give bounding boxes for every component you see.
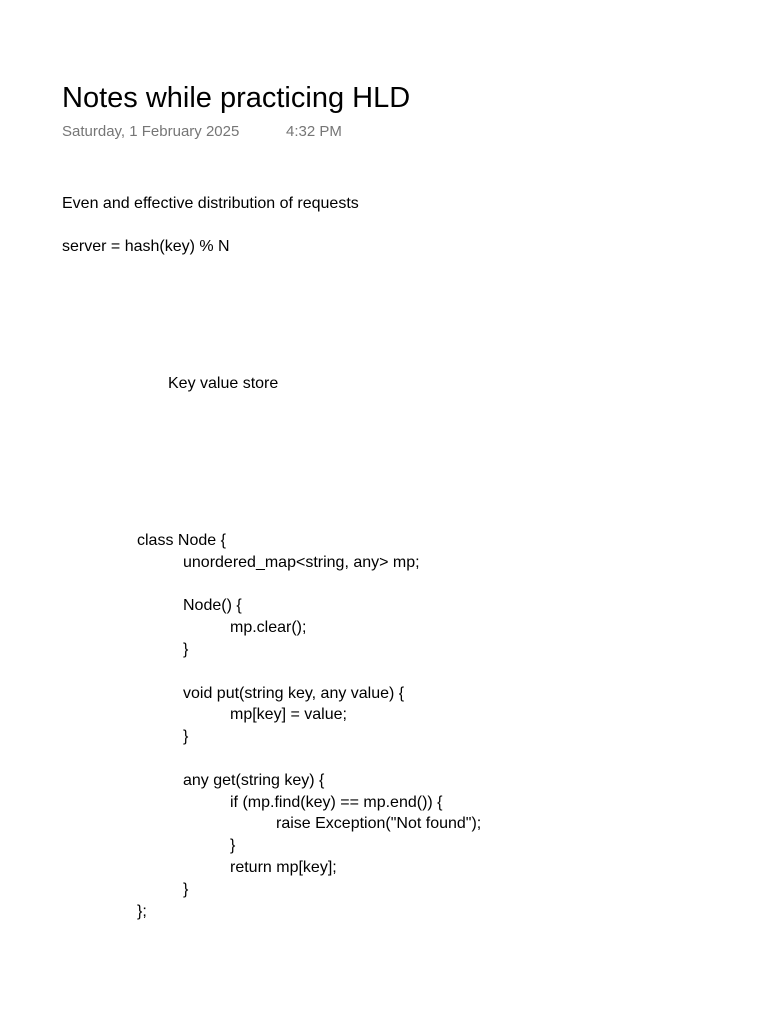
code-line-text: class Node { xyxy=(137,532,226,549)
note-line-distribution: Even and effective distribution of requests xyxy=(62,195,359,212)
code-line-text: } xyxy=(183,640,189,658)
code-line-text: }; xyxy=(137,902,147,920)
code-line-text: if (mp.find(key) == mp.end()) { xyxy=(230,793,443,811)
code-line-text: mp[key] = value; xyxy=(230,706,347,724)
code-line-text: return mp[key]; xyxy=(230,858,337,876)
code-line-text: unordered_map<string, any> mp; xyxy=(183,553,420,571)
code-line-text: } xyxy=(230,837,236,855)
page-title: Notes while practicing HLD xyxy=(62,82,411,114)
code-line-text: void put(string key, any value) { xyxy=(183,684,405,702)
note-line-hash-formula: server = hash(key) % N xyxy=(62,238,230,255)
code-line-text: any get(string key) { xyxy=(183,771,325,789)
code-line-text: } xyxy=(183,880,189,898)
note-line-key-value-store: Key value store xyxy=(168,375,279,392)
code-line-text: mp.clear(); xyxy=(230,619,307,637)
code-line-text: } xyxy=(183,728,189,746)
code-line-text: raise Exception("Not found"); xyxy=(276,815,482,833)
page-time: 4:32 PM xyxy=(286,123,342,140)
code-line-text: Node() { xyxy=(183,597,242,615)
page-date: Saturday, 1 February 2025 xyxy=(62,123,240,140)
